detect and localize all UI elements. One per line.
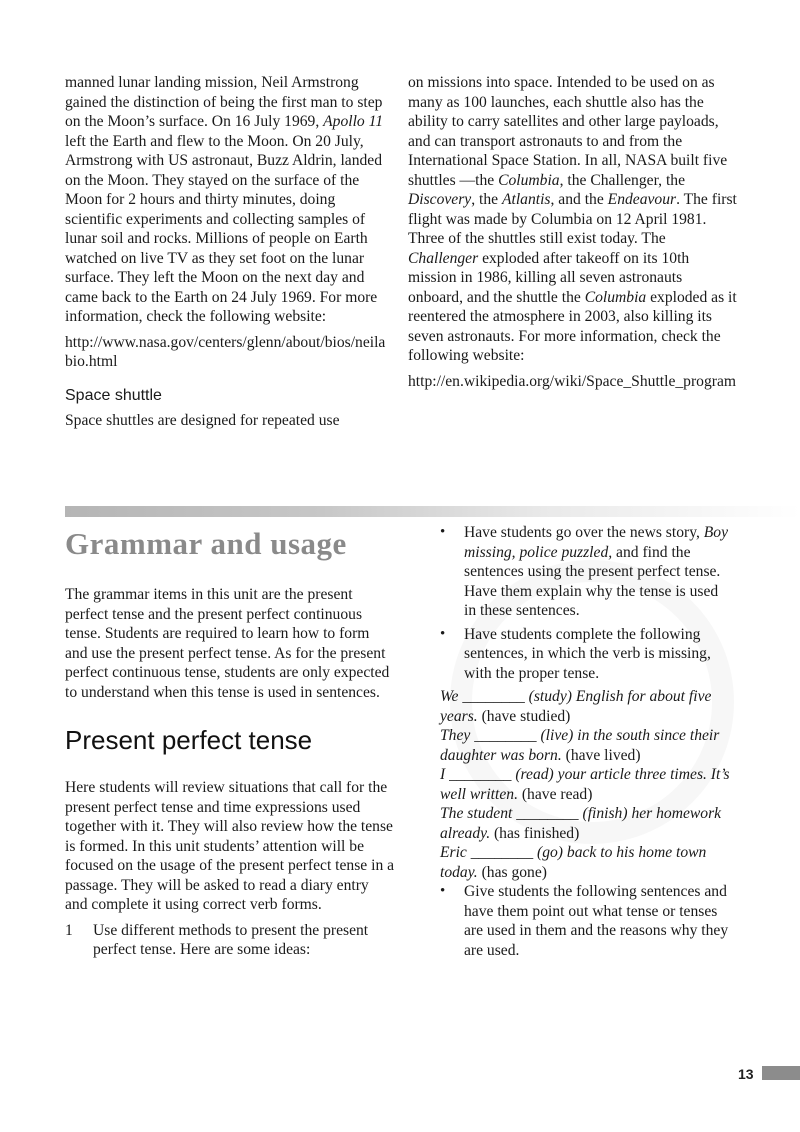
italic-span: Discovery bbox=[408, 191, 472, 208]
text-span: , the bbox=[471, 191, 502, 208]
bullet-text: Give students the following sentences and have them point out what tense or tenses are used in them and the reasons why they are used. bbox=[464, 883, 729, 959]
text-span: left the Earth and flew to the Moon. On 20 July, Armstrong with US astronaut, Buzz Aldrin, landed on the Moon. They stayed on the surface of the Moon for 2 hours and thirty minutes, doing scientific experiments and collecting samples of lunar soil and rocks. Millions of people on Earth watched on live TV as they set foot on the lunar surface. They left the Moon on the next day and came back to the Earth on 24 July 1969. For more information, check the following website: bbox=[65, 132, 383, 325]
apollo-paragraph bbox=[65, 73, 390, 327]
grammar-title: Grammar and usage bbox=[65, 526, 347, 561]
item-text: Use different methods to present the present perfect tense. Here are some ideas: bbox=[93, 921, 369, 958]
example-italic: The student ________ (finish) her homework already. bbox=[440, 805, 722, 842]
italic-span: Boy missing, police puzzled, bbox=[464, 524, 729, 561]
text-span: , the Challenger, the bbox=[559, 171, 685, 189]
example-sentence bbox=[440, 765, 730, 804]
italic-span: Endeavour bbox=[607, 191, 677, 208]
example-answer: (has gone) bbox=[477, 863, 547, 881]
item-number: 1 bbox=[65, 921, 73, 939]
bullet-item bbox=[440, 882, 730, 960]
example-italic: I ________ (read) your article three times. It’s well written. bbox=[440, 766, 730, 803]
bullet-icon: • bbox=[440, 625, 446, 642]
bullet-text: Have students complete the following sentences, in which the verb is missing, with the proper tense. bbox=[464, 625, 711, 682]
page-number-bar bbox=[762, 1066, 800, 1080]
shuttle-paragraph-start: Space shuttles are designed for repeated use bbox=[65, 412, 340, 429]
example-italic: They ________ (live) in the south since their daughter was born. bbox=[440, 727, 720, 764]
grammar-intro: The grammar items in this unit are the present perfect tense and the present perfect continuous tense. Students are required to learn how to form and use the present perfect tense. As for the present perfect continuous tense, students are only expected to understand when this tense is used in sentences. bbox=[65, 586, 390, 701]
text-span: exploded as it reentered the atmosphere in 2003, also killing its seven astronauts. For more information, check the following website: bbox=[408, 288, 737, 364]
space-shuttle-heading: Space shuttle bbox=[65, 386, 162, 404]
present-perfect-heading: Present perfect tense bbox=[65, 725, 313, 755]
text-span: manned lunar landing mission, Neil Armstrong gained the distinction of being the first man to step on the Moon’s surface. On 16 July 1969, bbox=[65, 74, 383, 130]
wikipedia-url: http://en.wikipedia.org/wiki/Space_Shuttle_program bbox=[408, 372, 736, 390]
bullet-icon: • bbox=[440, 524, 446, 540]
page-number: 13 bbox=[738, 1066, 754, 1082]
example-italic: We ________ (study) English for about five years. bbox=[440, 688, 712, 725]
example-answer: (have read) bbox=[517, 785, 593, 803]
bullet-icon: • bbox=[440, 883, 446, 899]
example-sentence bbox=[440, 687, 730, 726]
numbered-item bbox=[65, 921, 395, 960]
example-italic: Eric ________ (go) back to his home town today. bbox=[440, 844, 707, 881]
nasa-url: http://www.nasa.gov/centers/glenn/about/bios/neilabio.html bbox=[65, 333, 386, 370]
shuttle-paragraph-continued bbox=[408, 73, 738, 366]
text-span: exploded after takeoff on its 10th mission in 1986, killing all seven astronauts onboard, and the shuttle the bbox=[408, 249, 690, 306]
italic-span: Atlantis bbox=[501, 191, 551, 208]
example-sentence bbox=[440, 726, 730, 765]
top-left-column bbox=[65, 73, 390, 431]
text-span: , and the bbox=[550, 191, 608, 208]
text-span: on missions into space. Intended to be used on as many as 100 launches, each shuttle also has the ability to carry satellites and other large payloads, and can transport astronauts to and from the International Space Station. In all, NASA built five shuttles —the bbox=[408, 74, 728, 189]
text-span: Have students go over the news story, bbox=[464, 524, 704, 541]
top-right-column bbox=[408, 73, 738, 391]
example-sentence bbox=[440, 804, 730, 843]
italic-span: Challenger bbox=[408, 249, 479, 267]
bullet-item bbox=[440, 625, 730, 684]
example-answer: (have lived) bbox=[561, 746, 641, 764]
italic-span: Apollo 11 bbox=[323, 113, 384, 130]
text-span: . The first flight was made by Columbia on 12 April 1981. Three of the shuttles still exist today. The bbox=[408, 191, 737, 247]
bottom-left-column bbox=[65, 525, 395, 960]
italic-span: Columbia bbox=[498, 171, 560, 189]
example-answer: (have studied) bbox=[477, 707, 571, 725]
example-answer: (has finished) bbox=[490, 824, 580, 842]
bottom-right-column bbox=[440, 523, 730, 964]
example-sentence bbox=[440, 843, 730, 882]
bullet-text bbox=[464, 523, 730, 621]
text-span: and find the sentences using the present perfect tense. Have them explain why the tense is used in these sentences. bbox=[464, 543, 721, 619]
present-perfect-text: Here students will review situations that call for the present perfect tense and time expressions used together with it. They will also review how the tense is formed. In this unit students’ attention will be focused on the usage of the present perfect tense in a passage. They will be asked to read a diary entry and complete it using correct verb forms. bbox=[65, 779, 395, 913]
italic-span: Columbia bbox=[584, 288, 647, 306]
section-divider bbox=[65, 506, 800, 517]
bullet-item bbox=[440, 523, 730, 621]
